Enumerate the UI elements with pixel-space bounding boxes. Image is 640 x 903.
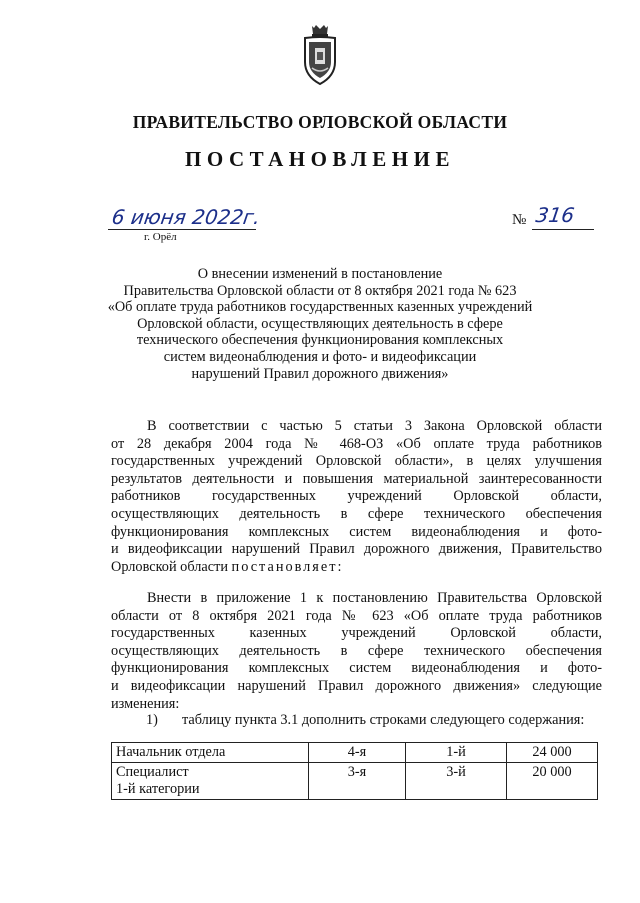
document-subject — [100, 266, 540, 382]
paragraph-line: изменения: — [111, 695, 180, 712]
paragraph-line: результатов деятельности и повышения материальной заинтересованности — [111, 470, 602, 487]
list-item — [146, 712, 584, 729]
paragraph-line: и видеофиксации нарушений Правил дорожного движения, Правительство — [111, 541, 602, 558]
item-text: таблицу пункта 3.1 дополнить строками следующего содержания: — [182, 712, 585, 728]
category-cell: 1-й — [406, 743, 507, 763]
number-underline — [532, 229, 594, 230]
city: г. Орёл — [144, 231, 177, 243]
paragraph-line: от 28 декабря 2004 года № 468-ОЗ «Об оплате труда работников — [111, 435, 602, 452]
position-line: Специалист — [116, 764, 189, 780]
paragraph-line — [111, 559, 602, 577]
subject-line: систем видеонаблюдения и фото- и видеофиксации — [163, 348, 477, 365]
category-cell: 3-й — [406, 763, 507, 800]
paragraph-line: государственных казенных учреждений Орловской области, — [111, 625, 602, 642]
subject-line: Орловской области, осуществляющих деятельность в сфере — [137, 315, 503, 332]
subject-line: технического обеспечения функционирования комплексных — [136, 332, 504, 349]
document-type: ПОСТАНОВЛЕНИЕ — [185, 147, 455, 171]
resolve-word: постановляет: — [231, 558, 344, 575]
date-underline — [108, 229, 256, 230]
salary-cell: 20 000 — [507, 763, 598, 800]
government-title: ПРАВИТЕЛЬСТВО ОРЛОВСКОЙ ОБЛАСТИ — [132, 112, 508, 132]
paragraph-line: государственных учреждений Орловской области», в целях улучшения — [111, 453, 602, 470]
item-number: 1) — [146, 712, 158, 728]
paragraph-line: осуществляющих деятельность в сфере технического обеспечения — [111, 505, 602, 522]
subject-line: «Об оплате труда работников государственных казенных учреждений — [107, 299, 533, 316]
paragraph-line: осуществляющих деятельность в сфере технического обеспечения — [111, 642, 602, 659]
paragraph-line: и видеофиксации нарушений Правил дорожного движения» следующие — [111, 677, 602, 694]
level-cell: 4-я — [309, 743, 406, 763]
position-cell — [112, 763, 309, 800]
amendment-paragraph — [111, 590, 602, 713]
salary-table — [111, 742, 598, 800]
table-row — [112, 763, 598, 800]
level-cell: 3-я — [309, 763, 406, 800]
paragraph-line: функционирования комплексных систем видеонаблюдения и фото- — [111, 523, 602, 540]
paragraph-line: функционирования комплексных систем видеонаблюдения и фото- — [111, 660, 602, 677]
subject-line: Правительства Орловской области от 8 октября 2021 года № 623 — [123, 282, 517, 299]
paragraph-line: области от 8 октября 2021 года № 623 «Об оплате труда работников — [111, 607, 602, 624]
handwritten-date: 6 июня 2022г. — [110, 205, 262, 229]
number-label: № — [512, 212, 527, 228]
resolve-prefix: Орловской области — [111, 558, 232, 575]
subject-line: О внесении изменений в постановление — [197, 266, 443, 282]
handwritten-number: 316 — [534, 203, 576, 227]
position-line: 1-й категории — [116, 781, 200, 797]
position-cell: Начальник отдела — [112, 743, 309, 763]
paragraph-line: Внести в приложение 1 к постановлению Правительства Орловской — [147, 590, 602, 606]
table-row — [112, 743, 598, 763]
subject-line: нарушений Правил дорожного движения» — [191, 365, 449, 382]
coat-of-arms-icon — [300, 24, 340, 86]
salary-cell: 24 000 — [507, 743, 598, 763]
preamble-paragraph — [111, 418, 602, 576]
paragraph-line: В соответствии с частью 5 статьи 3 Закона Орловской области — [147, 418, 602, 434]
paragraph-line: работников государственных учреждений Орловской области, — [111, 488, 602, 505]
